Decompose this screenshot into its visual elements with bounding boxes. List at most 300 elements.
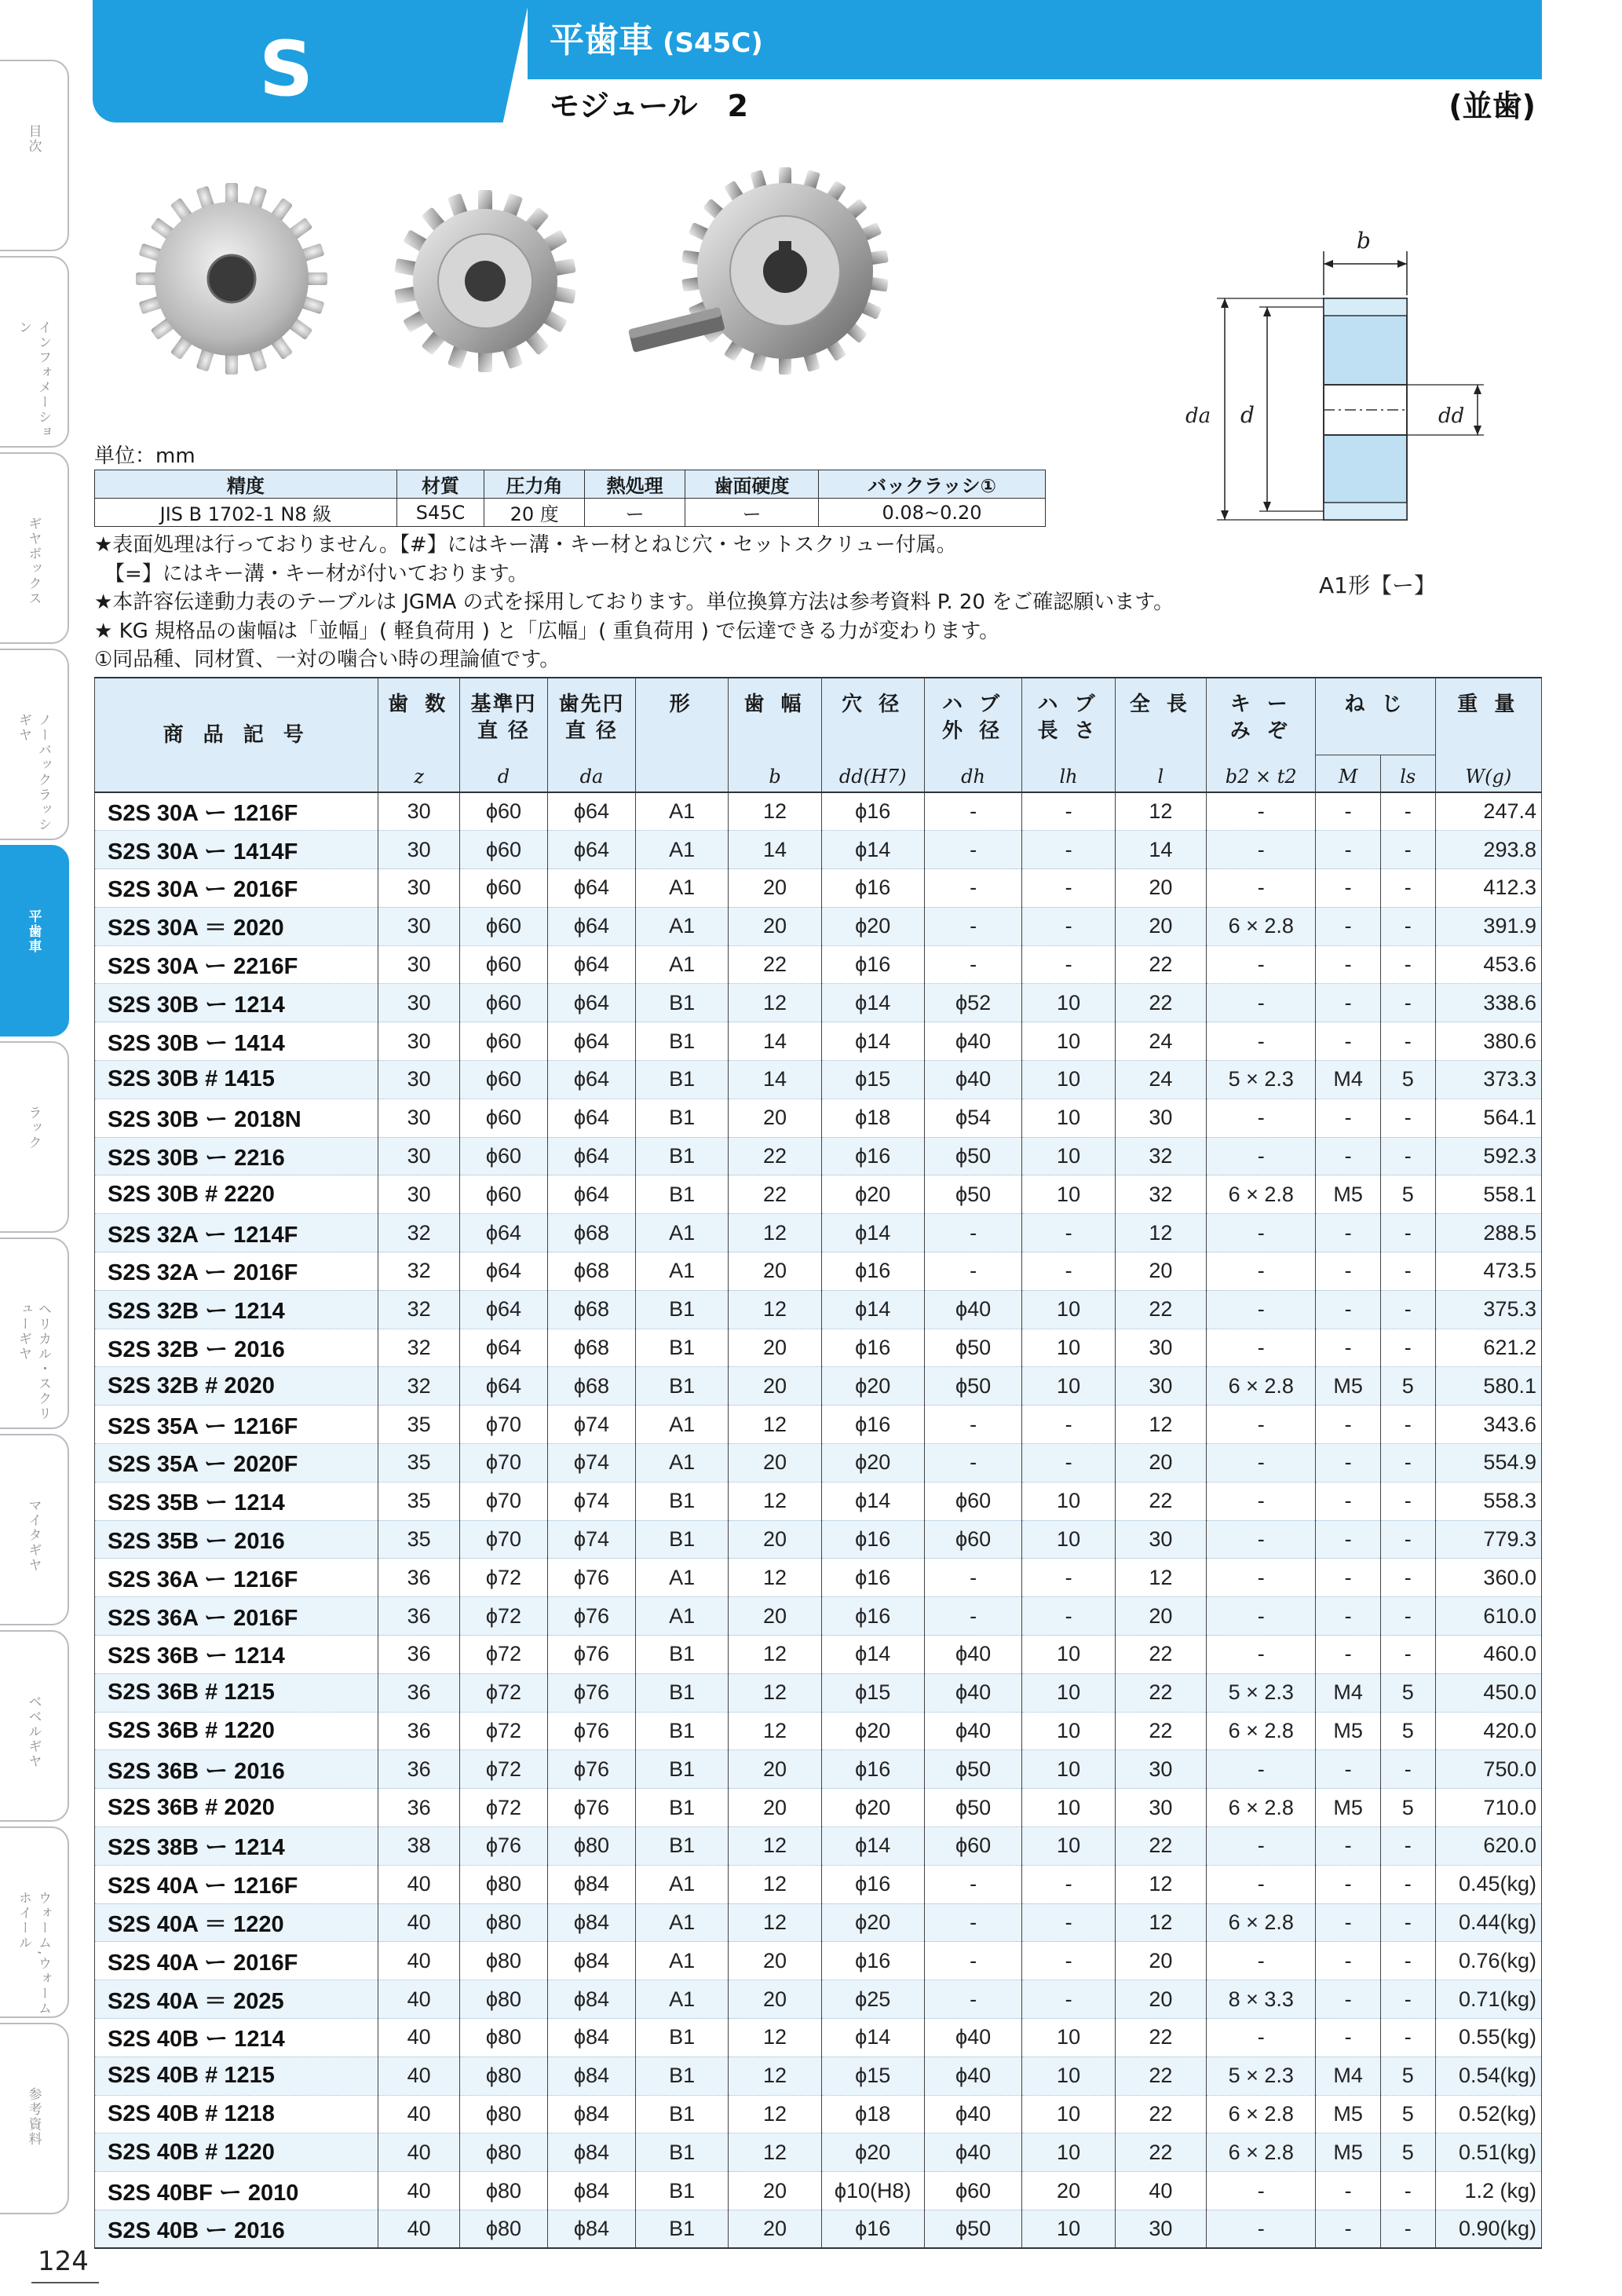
table-cell: 0.54(kg) (1435, 2057, 1541, 2095)
table-cell: 6 × 2.8 (1206, 2095, 1315, 2133)
table-cell: - (1380, 907, 1435, 945)
spec-header-5: バックラッシ① (819, 470, 1046, 499)
table-cell: A1 (636, 1597, 729, 1636)
table-cell: 40 (378, 1942, 460, 1980)
table-cell: ϕ76 (547, 1597, 635, 1636)
table-cell: ϕ16 (821, 869, 924, 908)
table-cell: - (1316, 1942, 1380, 1980)
table-cell: ϕ64 (459, 1214, 547, 1252)
symbol-5: dd(H7) (821, 755, 924, 792)
table-cell: - (924, 831, 1022, 869)
product-code: S2S 36B ー 1214 (95, 1636, 378, 1674)
table-cell: ϕ76 (459, 1827, 547, 1866)
table-cell: 592.3 (1435, 1137, 1541, 1175)
table-row (95, 2019, 1542, 2057)
table-cell: 5 (1380, 2095, 1435, 2133)
table-row (95, 1789, 1542, 1827)
table-cell: 5 × 2.3 (1206, 1673, 1315, 1712)
table-cell: ϕ80 (459, 2133, 547, 2172)
side-tab-1[interactable] (0, 256, 69, 448)
table-cell: 12 (729, 1636, 821, 1674)
table-cell: 12 (1115, 1214, 1206, 1252)
table-cell: - (1206, 2210, 1315, 2248)
table-cell: - (1380, 869, 1435, 908)
table-cell: ϕ14 (821, 1022, 924, 1061)
table-cell: ϕ50 (924, 1137, 1022, 1175)
side-tab-label: ラック (25, 1106, 42, 1150)
table-row (95, 1252, 1542, 1291)
table-cell: B1 (636, 2133, 729, 2172)
table-cell: 20 (1115, 907, 1206, 945)
table-cell: A1 (636, 869, 729, 908)
table-cell: 12 (1115, 1406, 1206, 1444)
table-cell: - (1316, 1903, 1380, 1942)
table-row (95, 1022, 1542, 1061)
table-cell: 621.2 (1435, 1329, 1541, 1367)
table-cell: M5 (1316, 2095, 1380, 2133)
product-code: S2S 30A ー 2216F (95, 945, 378, 984)
product-code: S2S 36B # 1220 (95, 1712, 378, 1750)
table-cell: ϕ60 (459, 1099, 547, 1137)
table-cell: - (924, 1865, 1022, 1903)
side-tab-4[interactable] (0, 845, 69, 1036)
table-row (95, 1444, 1542, 1483)
table-cell: 24 (1115, 1022, 1206, 1061)
table-cell: - (1022, 907, 1115, 945)
table-cell: 10 (1022, 1290, 1115, 1329)
table-cell: 32 (378, 1252, 460, 1291)
table-cell: ϕ16 (821, 1329, 924, 1367)
table-cell: M4 (1316, 1061, 1380, 1099)
table-cell: 0.51(kg) (1435, 2133, 1541, 2172)
table-cell: ϕ18 (821, 2095, 924, 2133)
table-cell: 6 × 2.8 (1206, 2133, 1315, 2172)
table-cell: ϕ64 (547, 1022, 635, 1061)
table-cell: ϕ14 (821, 1636, 924, 1674)
table-cell: 24 (1115, 1061, 1206, 1099)
table-cell: - (924, 1214, 1022, 1252)
table-cell: B1 (636, 1290, 729, 1329)
table-cell: 750.0 (1435, 1750, 1541, 1789)
table-cell: - (924, 1406, 1022, 1444)
table-cell: 30 (378, 1137, 460, 1175)
table-cell: ϕ84 (547, 2172, 635, 2210)
table-cell: 36 (378, 1559, 460, 1597)
table-cell: B1 (636, 2210, 729, 2248)
table-cell: ϕ20 (821, 1903, 924, 1942)
material-tag: (S45C) (663, 27, 763, 59)
table-cell: 22 (1115, 2095, 1206, 2133)
side-tab-5[interactable] (0, 1041, 69, 1233)
table-cell: 30 (1115, 1789, 1206, 1827)
table-cell: 22 (1115, 1712, 1206, 1750)
table-cell: - (1316, 1827, 1380, 1866)
table-cell: 558.1 (1435, 1175, 1541, 1214)
table-cell: 5 (1380, 2133, 1435, 2172)
table-cell: ϕ80 (459, 2210, 547, 2248)
table-cell: A1 (636, 1444, 729, 1483)
dim-b-label: b (1357, 228, 1371, 254)
table-cell: - (1206, 984, 1315, 1022)
table-cell: 10 (1022, 1099, 1115, 1137)
product-code: S2S 32B ー 1214 (95, 1290, 378, 1329)
table-cell: 20 (1115, 869, 1206, 908)
table-cell: - (1380, 1290, 1435, 1329)
table-cell: 40 (378, 1903, 460, 1942)
table-cell: B1 (636, 1482, 729, 1520)
table-cell: 20 (1115, 1444, 1206, 1483)
spec-value-2: 20 度 (484, 499, 585, 527)
side-tab-7[interactable] (0, 1434, 69, 1625)
table-cell: 1.2 (kg) (1435, 2172, 1541, 2210)
product-code: S2S 35B ー 1214 (95, 1482, 378, 1520)
table-cell: A1 (636, 1903, 729, 1942)
table-cell: ϕ76 (547, 1636, 635, 1674)
table-cell: - (1022, 1597, 1115, 1636)
table-row (95, 2057, 1542, 2095)
table-cell: 30 (1115, 1367, 1206, 1406)
table-cell: ϕ80 (459, 2057, 547, 2095)
table-cell: 32 (378, 1329, 460, 1367)
table-cell: 412.3 (1435, 869, 1541, 908)
table-cell: - (1206, 792, 1315, 831)
side-tab-8[interactable] (0, 1630, 69, 1822)
table-cell: 5 × 2.3 (1206, 2057, 1315, 2095)
table-cell: ϕ84 (547, 1903, 635, 1942)
table-cell: - (924, 1444, 1022, 1483)
table-cell: ϕ76 (547, 1789, 635, 1827)
table-cell: 564.1 (1435, 1099, 1541, 1137)
table-cell: A1 (636, 831, 729, 869)
table-cell: ϕ64 (547, 1175, 635, 1214)
table-cell: ϕ40 (924, 1712, 1022, 1750)
side-tab-label: インフォメーション (16, 320, 51, 440)
table-cell: ϕ70 (459, 1444, 547, 1483)
side-tab-10[interactable] (0, 2023, 69, 2214)
symbol-12: W(g) (1435, 755, 1541, 792)
table-cell: ϕ60 (459, 1022, 547, 1061)
table-cell: - (1380, 1406, 1435, 1444)
diagram-caption: A1形【ー】 (1319, 572, 1436, 598)
table-cell: - (1206, 1942, 1315, 1980)
product-code: S2S 30B ー 2216 (95, 1137, 378, 1175)
table-cell: 14 (729, 1061, 821, 1099)
table-cell: ϕ80 (459, 2019, 547, 2057)
product-code: S2S 40B # 1215 (95, 2057, 378, 2095)
table-cell: - (1380, 1827, 1435, 1866)
table-cell: 10 (1022, 1329, 1115, 1367)
table-cell: - (1206, 1444, 1315, 1483)
table-cell: - (924, 1903, 1022, 1942)
table-cell: ϕ16 (821, 1865, 924, 1903)
table-cell: - (1316, 945, 1380, 984)
table-cell: 40 (378, 1865, 460, 1903)
table-cell: 40 (378, 2210, 460, 2248)
table-cell: 22 (1115, 2019, 1206, 2057)
table-row (95, 2210, 1542, 2248)
symbol-10: M (1316, 755, 1380, 792)
table-cell: ϕ10(H8) (821, 2172, 924, 2210)
product-code: S2S 30B ー 1214 (95, 984, 378, 1022)
table-cell: - (1316, 2019, 1380, 2057)
table-cell: ϕ20 (821, 2133, 924, 2172)
table-cell: M4 (1316, 1673, 1380, 1712)
table-cell: 22 (729, 1175, 821, 1214)
table-cell: ϕ64 (547, 869, 635, 908)
table-row (95, 1980, 1542, 2019)
spec-value-3: ー (585, 499, 685, 527)
table-cell: 453.6 (1435, 945, 1541, 984)
table-cell: - (924, 1942, 1022, 1980)
product-code: S2S 30A ー 2016F (95, 869, 378, 908)
table-cell: 10 (1022, 1673, 1115, 1712)
table-cell: B1 (636, 1712, 729, 1750)
table-cell: - (1380, 1750, 1435, 1789)
table-cell: ϕ50 (924, 1175, 1022, 1214)
table-cell: 12 (729, 1482, 821, 1520)
table-cell: - (1206, 945, 1315, 984)
table-cell: ϕ16 (821, 1520, 924, 1559)
table-cell: - (1206, 2172, 1315, 2210)
table-cell: 10 (1022, 1636, 1115, 1674)
table-cell: ϕ40 (924, 1061, 1022, 1099)
table-cell: ϕ64 (459, 1329, 547, 1367)
table-cell: 20 (1115, 1252, 1206, 1291)
table-cell: B1 (636, 1099, 729, 1137)
table-cell: ϕ14 (821, 1482, 924, 1520)
table-cell: - (1206, 869, 1315, 908)
header-keyway: キ ー み ぞ (1206, 678, 1315, 755)
table-cell: 22 (1115, 1482, 1206, 1520)
table-cell: - (1206, 1865, 1315, 1903)
table-cell: 0.76(kg) (1435, 1942, 1541, 1980)
table-cell: 36 (378, 1636, 460, 1674)
symbol-1: d (459, 755, 547, 792)
table-cell: 30 (1115, 1520, 1206, 1559)
product-code: S2S 35A ー 1216F (95, 1406, 378, 1444)
table-cell: B1 (636, 2095, 729, 2133)
table-cell: ϕ70 (459, 1520, 547, 1559)
table-cell: A1 (636, 1942, 729, 1980)
table-cell: - (1206, 1636, 1315, 1674)
table-cell: - (1206, 1137, 1315, 1175)
header-hub-length: ハ ブ 長 さ (1022, 678, 1115, 755)
table-cell: 40 (378, 2019, 460, 2057)
table-cell: 22 (1115, 984, 1206, 1022)
table-cell: ϕ60 (459, 945, 547, 984)
dim-da-label: da (1185, 404, 1211, 428)
table-cell: ϕ14 (821, 2019, 924, 2057)
table-cell: 5 (1380, 2057, 1435, 2095)
table-cell: 12 (729, 1290, 821, 1329)
table-cell: 30 (378, 869, 460, 908)
table-cell: B1 (636, 1061, 729, 1099)
table-cell: ϕ50 (924, 2210, 1022, 2248)
table-cell: - (1022, 869, 1115, 908)
table-row (95, 792, 1542, 831)
table-row (95, 1559, 1542, 1597)
table-cell: 10 (1022, 2133, 1115, 2172)
table-cell: ϕ40 (924, 2133, 1022, 2172)
table-cell: ϕ80 (547, 1827, 635, 1866)
table-cell: ϕ50 (924, 1750, 1022, 1789)
table-cell: B1 (636, 1367, 729, 1406)
table-cell: ϕ68 (547, 1329, 635, 1367)
table-cell: 32 (378, 1214, 460, 1252)
side-tab-label: ギヤボックス (25, 517, 42, 606)
table-row (95, 1712, 1542, 1750)
table-cell: - (1022, 831, 1115, 869)
table-cell: - (1316, 1597, 1380, 1636)
table-cell: 20 (729, 1942, 821, 1980)
table-row (95, 1482, 1542, 1520)
table-cell: 5 (1380, 1367, 1435, 1406)
table-cell: M5 (1316, 1175, 1380, 1214)
table-cell: ϕ14 (821, 1214, 924, 1252)
table-cell: 10 (1022, 1061, 1115, 1099)
table-cell: ϕ20 (821, 1444, 924, 1483)
table-cell: 22 (1115, 2057, 1206, 2095)
table-cell: ϕ60 (924, 1827, 1022, 1866)
table-cell: 20 (729, 1789, 821, 1827)
side-tab-2[interactable] (0, 452, 69, 644)
table-cell: ϕ74 (547, 1444, 635, 1483)
table-cell: B1 (636, 2019, 729, 2057)
table-cell: ϕ16 (821, 1406, 924, 1444)
table-cell: 12 (729, 1214, 821, 1252)
table-cell: A1 (636, 945, 729, 984)
table-cell: ϕ20 (821, 1789, 924, 1827)
table-cell: A1 (636, 1559, 729, 1597)
spec-value-0: JIS B 1702-1 N8 級 (95, 499, 397, 527)
table-cell: ϕ60 (924, 1482, 1022, 1520)
table-cell: 22 (1115, 1636, 1206, 1674)
table-cell: A1 (636, 1865, 729, 1903)
table-cell: 20 (729, 869, 821, 908)
table-cell: - (1380, 1214, 1435, 1252)
symbol-3 (636, 755, 729, 792)
side-tab-label: ヘリカル・スクリューギヤ (16, 1302, 51, 1421)
table-cell: 8 × 3.3 (1206, 1980, 1315, 2019)
side-tab-3[interactable] (0, 649, 69, 840)
table-cell: - (1022, 1559, 1115, 1597)
table-cell: - (1380, 1942, 1435, 1980)
spec-value-1: S45C (396, 499, 484, 527)
side-tab-0[interactable] (0, 60, 69, 251)
table-row (95, 2133, 1542, 2172)
table-cell: ϕ64 (547, 831, 635, 869)
table-cell: 12 (729, 1712, 821, 1750)
side-tab-label: 平歯車 (25, 909, 42, 954)
gear-cross-section-diagram (1170, 220, 1539, 565)
spec-header-1: 材質 (396, 470, 484, 499)
table-cell: 35 (378, 1520, 460, 1559)
header-weight: 重 量 (1435, 678, 1541, 755)
product-code: S2S 30B ー 2018N (95, 1099, 378, 1137)
table-cell: 12 (1115, 792, 1206, 831)
table-cell: ϕ68 (547, 1367, 635, 1406)
table-cell: ϕ72 (459, 1597, 547, 1636)
table-cell: M4 (1316, 2057, 1380, 2095)
table-cell: ϕ74 (547, 1520, 635, 1559)
note-line: ★表面処理は行っておりません。【#】にはキー溝・キー材とねじ穴・セットスクリュー付属。 (94, 533, 957, 557)
table-cell: ϕ70 (459, 1406, 547, 1444)
header-face-width: 歯 幅 (729, 678, 821, 755)
header-hub-dia: ハ ブ 外 径 (924, 678, 1022, 755)
side-tab-9[interactable] (0, 1826, 69, 2018)
table-cell: - (1022, 792, 1115, 831)
table-cell: 38 (378, 1827, 460, 1866)
table-cell: - (1380, 2210, 1435, 2248)
table-row (95, 831, 1542, 869)
table-cell: 12 (1115, 1559, 1206, 1597)
product-code: S2S 40B # 1220 (95, 2133, 378, 2172)
table-cell: B1 (636, 1022, 729, 1061)
table-cell: - (1206, 1099, 1315, 1137)
table-cell: ϕ25 (821, 1980, 924, 2019)
table-row (95, 1636, 1542, 1674)
table-cell: - (1206, 831, 1315, 869)
table-row (95, 1903, 1542, 1942)
table-cell: ϕ68 (547, 1290, 635, 1329)
table-cell: ϕ50 (924, 1367, 1022, 1406)
side-tab-6[interactable] (0, 1238, 69, 1429)
unit-label: 単位：mm (94, 444, 195, 468)
page-number-rule (31, 2282, 99, 2283)
table-cell: - (1380, 984, 1435, 1022)
table-cell: 40 (378, 2057, 460, 2095)
header-bore: 穴 径 (821, 678, 924, 755)
spec-header-2: 圧力角 (484, 470, 585, 499)
table-cell: ϕ60 (459, 792, 547, 831)
table-row (95, 1520, 1542, 1559)
side-tab-label: ベベルギヤ (25, 1695, 42, 1769)
header-tip-dia: 歯先円 直 径 (547, 678, 635, 755)
table-cell: - (1316, 831, 1380, 869)
table-cell: - (1022, 1406, 1115, 1444)
note-line: ①同品種、同材質、一対の噛合い時の理論値です。 (94, 648, 561, 671)
table-cell: - (1022, 1903, 1115, 1942)
table-cell: 14 (1115, 831, 1206, 869)
table-cell: 6 × 2.8 (1206, 1789, 1315, 1827)
table-row (95, 869, 1542, 908)
table-cell: 12 (1115, 1903, 1206, 1942)
table-cell: - (1316, 2172, 1380, 2210)
table-cell: - (1316, 1022, 1380, 1061)
table-cell: - (1206, 1750, 1315, 1789)
product-code: S2S 40A ＝ 2025 (95, 1980, 378, 2019)
table-cell: - (1316, 1137, 1380, 1175)
table-row (95, 1865, 1542, 1903)
table-cell: 6 × 2.8 (1206, 1175, 1315, 1214)
header-total-length: 全 長 (1115, 678, 1206, 755)
table-cell: 20 (729, 1980, 821, 2019)
table-cell: - (1316, 1290, 1380, 1329)
table-cell: 20 (1115, 1980, 1206, 2019)
table-cell: 20 (729, 1597, 821, 1636)
table-cell: - (1316, 907, 1380, 945)
table-cell: - (924, 907, 1022, 945)
table-cell: 14 (729, 831, 821, 869)
product-code: S2S 40BF ー 2010 (95, 2172, 378, 2210)
table-cell: ϕ84 (547, 2133, 635, 2172)
table-cell: 10 (1022, 1175, 1115, 1214)
table-cell: - (1380, 945, 1435, 984)
table-cell: 12 (1115, 1865, 1206, 1903)
table-row (95, 1597, 1542, 1636)
table-cell: - (1380, 1252, 1435, 1291)
table-cell: 288.5 (1435, 1214, 1541, 1252)
